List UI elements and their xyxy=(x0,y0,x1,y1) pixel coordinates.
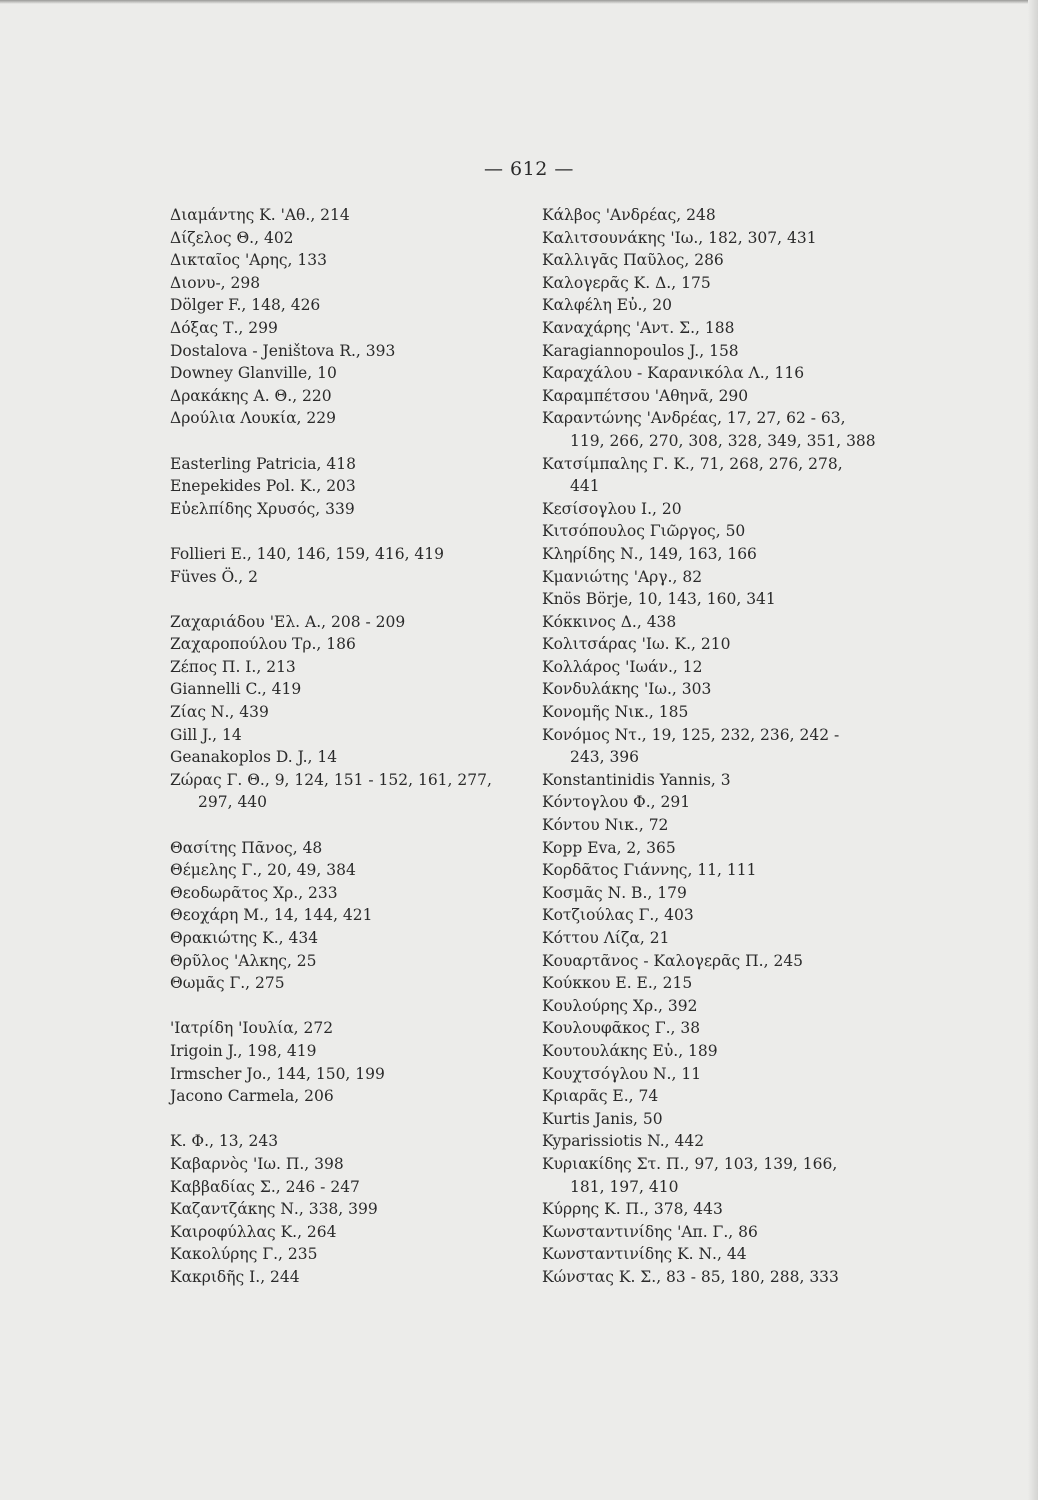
index-entry: Irigoin J., 198, 419 xyxy=(170,1041,317,1060)
index-entry: Καβαρνὸς 'Ιω. Π., 398 xyxy=(170,1154,344,1173)
index-entry: Κουτουλάκης Εὐ., 189 xyxy=(542,1041,718,1060)
index-entry: Κοσμᾶς Ν. Β., 179 xyxy=(542,883,687,902)
index-entry: Κατσίμπαλης Γ. Κ., 71, 268, 276, 278, xyxy=(542,454,843,473)
index-entry: Κωνσταντινίδης 'Απ. Γ., 86 xyxy=(542,1222,758,1241)
index-entry: Kyparissiotis N., 442 xyxy=(542,1132,705,1151)
index-entry: Konstantinidis Yannis, 3 xyxy=(542,770,731,789)
index-entry: Κουλούρης Χρ., 392 xyxy=(542,996,698,1015)
index-entry: Καιροφύλλας Κ., 264 xyxy=(170,1222,337,1241)
page-number: — 612 — xyxy=(484,158,574,180)
index-entry: Knös Börje, 10, 143, 160, 341 xyxy=(542,590,776,609)
index-entry: Κονομῆς Νικ., 185 xyxy=(542,703,689,722)
index-entry: Dostalova - Jeništova R., 393 xyxy=(170,341,396,360)
index-entry: Κριαρᾶς Ε., 74 xyxy=(542,1087,659,1106)
section-gap xyxy=(170,1108,530,1131)
index-entry: Θασίτης Πᾶνος, 48 xyxy=(170,838,323,857)
index-entry: Δικταῖος 'Αρης, 133 xyxy=(170,251,327,270)
index-entry-continuation: 243, 396 xyxy=(570,748,640,767)
page-top-edge xyxy=(0,0,1038,4)
index-entry: 'Ιατρίδη 'Ιουλία, 272 xyxy=(170,1019,334,1038)
index-entry: Irmscher Jo., 144, 150, 199 xyxy=(170,1064,385,1083)
index-entry: Καββαδίας Σ., 246 - 247 xyxy=(170,1177,360,1196)
index-entry: Καλιτσουνάκης 'Ιω., 182, 307, 431 xyxy=(542,228,817,247)
index-entry: Θεοδωρᾶτος Χρ., 233 xyxy=(170,883,338,902)
section-gap xyxy=(170,430,530,453)
index-entry: Dölger F., 148, 426 xyxy=(170,296,321,315)
index-entry: Κορδᾶτος Γιάννης, 11, 111 xyxy=(542,861,757,880)
index-entry: Δόξας Τ., 299 xyxy=(170,318,278,337)
index-entry: Kurtis Janis, 50 xyxy=(542,1109,663,1128)
index-entry-continuation: 297, 440 xyxy=(198,793,268,812)
index-entry: Easterling Patricia, 418 xyxy=(170,454,356,473)
index-entry: Enepekides Pol. K., 203 xyxy=(170,477,356,496)
index-entry: Θεοχάρη Μ., 14, 144, 421 xyxy=(170,906,373,925)
page-right-edge xyxy=(1028,0,1038,1500)
index-entry: Θέμελης Γ., 20, 49, 384 xyxy=(170,861,356,880)
index-entry: Gill J., 14 xyxy=(170,725,242,744)
index-entry: Θρῦλος 'Αλκης, 25 xyxy=(170,951,317,970)
index-entry: Follieri E., 140, 146, 159, 416, 419 xyxy=(170,544,445,563)
index-entry: Κώνστας Κ. Σ., 83 - 85, 180, 288, 333 xyxy=(542,1267,839,1286)
index-entry-continuation: 181, 197, 410 xyxy=(570,1177,679,1196)
index-entry: Ζίας Ν., 439 xyxy=(170,703,269,722)
index-entry: Κόττου Λίζα, 21 xyxy=(542,929,670,947)
index-entry: Κάλβος 'Ανδρέας, 248 xyxy=(542,206,716,224)
index-entry: Καραμπέτσου 'Αθηνᾶ, 290 xyxy=(542,386,749,405)
index-entry: Karagiannopoulos J., 158 xyxy=(542,341,739,360)
index-entry: Κιτσόπουλος Γιῶργος, 50 xyxy=(542,522,746,541)
index-entry: Κουαρτᾶνος - Καλογερᾶς Π., 245 xyxy=(542,951,804,970)
index-entry: Κεσίσογλου Ι., 20 xyxy=(542,499,682,518)
index-entry: Διονυ-, 298 xyxy=(170,273,261,292)
index-entry: Κμανιώτης 'Αργ., 82 xyxy=(542,567,703,586)
section-gap xyxy=(170,520,530,543)
index-entry: Ζώρας Γ. Θ., 9, 124, 151 - 152, 161, 277, xyxy=(170,770,492,789)
index-entry: Κληρίδης Ν., 149, 163, 166 xyxy=(542,544,757,563)
index-entry: Καζαντζάκης Ν., 338, 399 xyxy=(170,1200,378,1219)
index-entry: Θρακιώτης Κ., 434 xyxy=(170,929,319,947)
index-entry: Καραντώνης 'Ανδρέας, 17, 27, 62 - 63, xyxy=(542,409,846,428)
index-entry: Κουχτσόγλου Ν., 11 xyxy=(542,1064,702,1083)
index-entry: Geanakoplos D. J., 14 xyxy=(170,748,338,767)
index-entry: Δίζελος Θ., 402 xyxy=(170,228,294,247)
index-entry: Κόκκινος Δ., 438 xyxy=(542,612,677,631)
section-gap xyxy=(170,588,530,611)
index-entry: Καναχάρης 'Αντ. Σ., 188 xyxy=(542,318,735,337)
index-entry: Ζέπος Π. Ι., 213 xyxy=(170,657,296,676)
index-entry: Κούκκου Ε. Ε., 215 xyxy=(542,974,693,993)
index-entry: Κύρρης Κ. Π., 378, 443 xyxy=(542,1200,723,1219)
index-entry: Κυριακίδης Στ. Π., 97, 103, 139, 166, xyxy=(542,1154,838,1173)
index-entry: Κοτζιούλας Γ., 403 xyxy=(542,906,694,925)
index-entry: Κόντου Νικ., 72 xyxy=(542,816,669,835)
index-column-right xyxy=(542,204,902,1289)
index-entry: Κολλάρος 'Ιωάν., 12 xyxy=(542,657,703,676)
index-entry: Füves Ö., 2 xyxy=(170,567,258,586)
index-entry: Διαμάντης Κ. 'Αθ., 214 xyxy=(170,206,350,224)
index-entry: Καλογερᾶς Κ. Δ., 175 xyxy=(542,273,711,292)
index-entry: Κουλουφᾶκος Γ., 38 xyxy=(542,1019,701,1038)
index-entry: Εὐελπίδης Χρυσός, 339 xyxy=(170,499,355,518)
section-gap xyxy=(170,995,530,1018)
index-entry: Giannelli C., 419 xyxy=(170,680,302,699)
index-entry: Jacono Carmela, 206 xyxy=(170,1087,334,1106)
index-entry: Θωμᾶς Γ., 275 xyxy=(170,974,285,993)
index-entry: Κολιτσάρας 'Ιω. Κ., 210 xyxy=(542,635,731,654)
index-entry: Καλλιγᾶς Παῦλος, 286 xyxy=(542,251,724,270)
index-entry: Downey Glanville, 10 xyxy=(170,364,337,383)
index-entry-continuation: 441 xyxy=(570,477,600,496)
index-entry: Κόντογλου Φ., 291 xyxy=(542,793,691,812)
index-entry: Κονόμος Ντ., 19, 125, 232, 236, 242 - xyxy=(542,725,840,744)
index-column-left xyxy=(170,204,530,1289)
index-entry-continuation: 119, 266, 270, 308, 328, 349, 351, 388 xyxy=(570,431,876,450)
index-entry: Καραχάλου - Καρανικόλα Λ., 116 xyxy=(542,364,805,383)
index-entry: Kopp Eva, 2, 365 xyxy=(542,838,676,857)
index-entry: Κονδυλάκης 'Ιω., 303 xyxy=(542,680,712,699)
index-entry: Κακριδῆς Ι., 244 xyxy=(170,1267,300,1286)
index-entry: Κακολύρης Γ., 235 xyxy=(170,1245,318,1264)
index-entry: Δρούλια Λουκία, 229 xyxy=(170,409,336,428)
index-entry: Κ. Φ., 13, 243 xyxy=(170,1132,279,1151)
index-entry: Καλφέλη Εὐ., 20 xyxy=(542,296,673,315)
index-entry: Δρακάκης Α. Θ., 220 xyxy=(170,386,332,405)
index-entry: Κωνσταντινίδης Κ. Ν., 44 xyxy=(542,1245,747,1264)
index-entry: Ζαχαριάδου 'Ελ. Α., 208 - 209 xyxy=(170,612,406,631)
section-gap xyxy=(170,814,530,837)
index-entry: Ζαχαροπούλου Τρ., 186 xyxy=(170,635,356,654)
